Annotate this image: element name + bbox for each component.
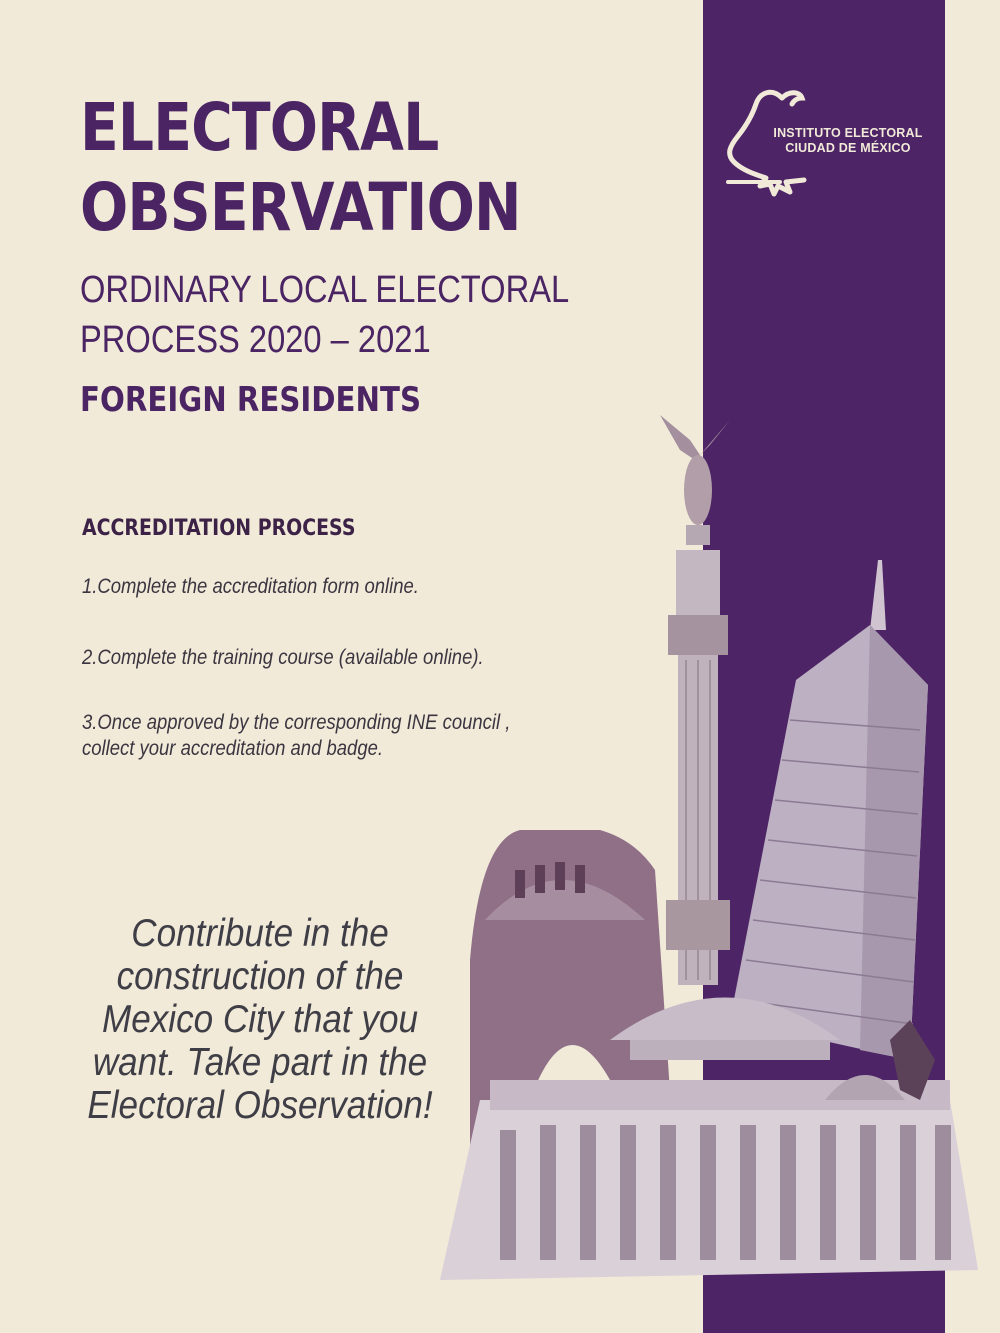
step-2: 2.Complete the training course (available online). — [82, 646, 484, 669]
accreditation-heading: ACCREDITATION PROCESS — [82, 516, 356, 541]
tower-illustration — [730, 560, 928, 1060]
title-line1: ELECTORAL — [80, 89, 439, 166]
logo-text-line1: INSTITUTO ELECTORAL — [773, 126, 923, 140]
subtitle-line1: ORDINARY LOCAL ELECTORAL — [80, 269, 570, 311]
page-title — [80, 88, 521, 248]
step-3: 3.Once approved by the corresponding INE council , collect your accreditation and badge. — [82, 711, 511, 760]
monuments-collage — [430, 400, 1000, 1300]
audience-heading: FOREIGN RESIDENTS — [80, 380, 422, 420]
title-line2: OBSERVATION — [80, 169, 521, 246]
step-1: 1.Complete the accreditation form online. — [82, 575, 419, 598]
angel-column-illustration — [660, 415, 730, 985]
call-to-action: Contribute in the construction of the Mexico City that you want. Take part in the Electoral Observation! — [87, 912, 433, 1127]
subtitle-line2: PROCESS 2020 – 2021 — [80, 319, 431, 361]
institute-logo — [720, 82, 940, 207]
process-subtitle — [80, 265, 569, 365]
logo-text-line2: CIUDAD DE MÉXICO — [785, 141, 911, 155]
